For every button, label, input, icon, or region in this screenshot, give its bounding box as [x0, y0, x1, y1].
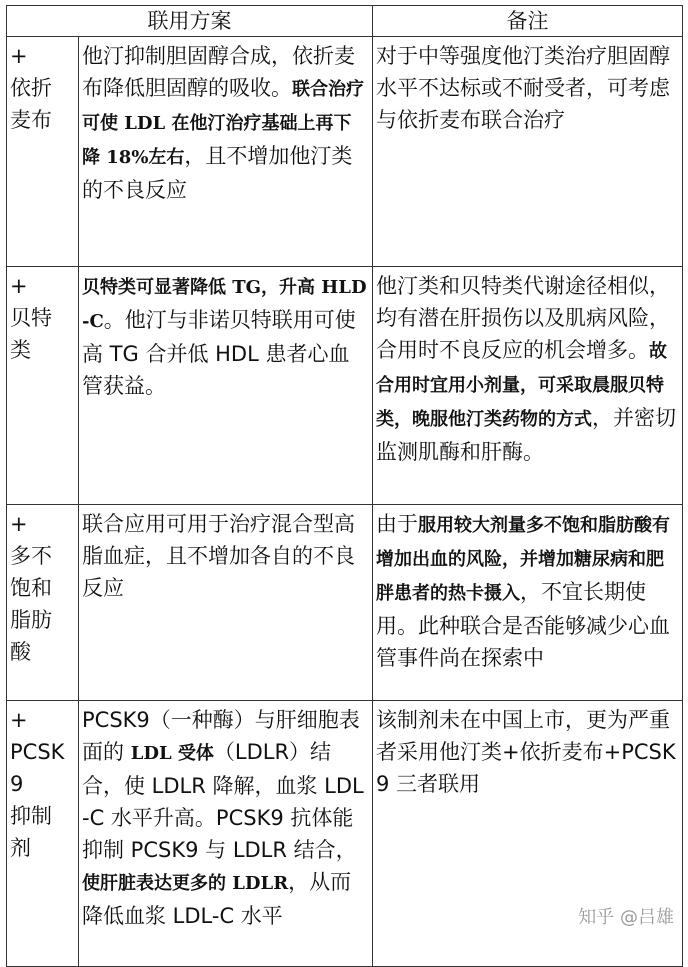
remark-cell	[373, 505, 683, 701]
scheme-cell	[79, 267, 373, 505]
scheme-text: ，且不增加他汀类的不良反应	[82, 144, 353, 202]
scheme-cell	[79, 701, 373, 967]
remark-text: ，并密切监测肌酶和肝酶。	[376, 406, 676, 464]
remark-text: 由于	[376, 512, 418, 536]
scheme-emphasis: 使肝脏表达更多的 LDLR	[82, 873, 289, 894]
drug-label-line: +	[10, 512, 28, 536]
drug-label-line: +	[10, 44, 28, 68]
drug-label-line: +	[10, 708, 28, 732]
scheme-emphasis: LDL 受体	[130, 743, 214, 764]
drug-label-line: 脂肪	[10, 608, 52, 632]
drug-label-line: 剂	[10, 836, 31, 860]
drug-cell	[7, 505, 79, 701]
remark-text: ，不宜长期使用。此种联合是否能够减少心血管事件尚在探索中	[376, 580, 670, 670]
drug-label-line: 饱和	[10, 576, 52, 600]
scheme-text: 联合应用可用于治疗混合型高脂血症，且不增加各自的不良反应	[82, 512, 355, 600]
scheme-emphasis: 贝特类可显著降低 TG，升高 HLD-C	[82, 277, 367, 332]
scheme-emphasis: 联合治疗可使 LDL 在他汀治疗基础上再下降 18%左右	[82, 79, 364, 168]
remark-emphasis: 服用较大剂量多不饱和脂肪酸有增加出血的风险，并增加糖尿病和肥胖患者的热卡摄入	[376, 515, 670, 604]
scheme-text: 他汀抑制胆固醇合成，依折麦布降低胆固醇的吸收。	[82, 44, 355, 100]
header-scheme: 联用方案	[7, 6, 373, 37]
table-row	[7, 505, 683, 701]
scheme-cell	[79, 505, 373, 701]
drug-label-line: 依折	[10, 76, 52, 100]
remark-text: 他汀类和贝特类代谢途径相似，均有潜在肝损伤以及肌病风险，合用时不良反应的机会增多。	[376, 274, 670, 362]
scheme-text: ，从而降低血浆 LDL-C 水平	[82, 870, 352, 928]
drug-label-line: 抑制	[10, 804, 52, 828]
header-row	[7, 6, 683, 37]
drug-cell	[7, 701, 79, 967]
scheme-text: 。他汀与非诺贝特联用可使高 TG 合并低 HDL 患者心血管获益。	[82, 308, 356, 398]
drug-label-line: 贝特	[10, 306, 52, 330]
drug-label-line: 多不	[10, 544, 52, 568]
drug-label-line: PCSK9	[10, 740, 65, 796]
table-row	[7, 267, 683, 505]
header-remark: 备注	[373, 6, 683, 37]
combination-therapy-table	[6, 5, 683, 967]
table-row	[7, 37, 683, 267]
remark-text: 对于中等强度他汀类治疗胆固醇水平不达标或不耐受者，可考虑与依折麦布联合治疗	[376, 44, 670, 132]
remark-text: 该制剂未在中国上市，更为严重者采用他汀类+依折麦布+PCSK9 三者联用	[376, 708, 676, 796]
remark-emphasis: 故合用时宜用小剂量，可采取晨服贝特类，晚服他汀类药物的方式	[376, 341, 667, 430]
drug-label-line: 麦布	[10, 108, 52, 132]
scheme-text: PCSK9（一种酶）与肝细胞表面的	[82, 708, 360, 764]
scheme-text: （LDLR）结合，使 LDLR 降解，血浆 LDL-C 水平升高。PCSK9 抗体能抑制 PCSK9 与 LDLR 结合，	[82, 740, 364, 862]
scheme-cell	[79, 37, 373, 267]
drug-label-line: 类	[10, 338, 31, 362]
remark-cell	[373, 267, 683, 505]
remark-cell	[373, 37, 683, 267]
drug-cell	[7, 267, 79, 505]
drug-label-line: 酸	[10, 640, 31, 664]
drug-label-line: +	[10, 274, 28, 298]
drug-cell	[7, 37, 79, 267]
watermark: 知乎 @吕雄	[578, 907, 674, 928]
